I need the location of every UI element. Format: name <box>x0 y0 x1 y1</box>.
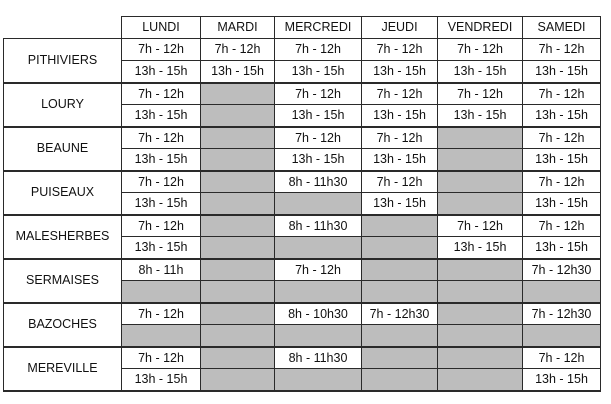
time-slot: 8h - 11h30 <box>275 171 362 193</box>
day-header: SAMEDI <box>523 17 601 39</box>
time-slot: 7h - 12h <box>122 171 201 193</box>
time-slot: 13h - 15h <box>523 61 601 83</box>
time-slot: 13h - 15h <box>275 149 362 171</box>
town-name: BEAUNE <box>4 127 122 171</box>
closed-slot <box>201 325 275 347</box>
closed-slot <box>438 149 523 171</box>
time-slot: 13h - 15h <box>362 105 438 127</box>
day-header: JEUDI <box>362 17 438 39</box>
time-slot: 13h - 15h <box>523 105 601 127</box>
closed-slot <box>438 303 523 325</box>
time-slot: 7h - 12h <box>122 347 201 369</box>
closed-slot <box>201 281 275 303</box>
closed-slot <box>362 325 438 347</box>
time-slot: 8h - 11h <box>122 259 201 281</box>
closed-slot <box>201 237 275 259</box>
time-slot: 7h - 12h <box>523 39 601 61</box>
closed-slot <box>201 83 275 105</box>
time-slot: 13h - 15h <box>523 149 601 171</box>
time-slot: 13h - 15h <box>275 61 362 83</box>
closed-slot <box>201 215 275 237</box>
time-slot: 13h - 15h <box>438 105 523 127</box>
closed-slot <box>275 193 362 215</box>
table-row <box>4 347 601 369</box>
day-header: MERCREDI <box>275 17 362 39</box>
time-slot: 7h - 12h <box>122 83 201 105</box>
closed-slot <box>122 281 201 303</box>
time-slot: 13h - 15h <box>122 193 201 215</box>
time-slot: 7h - 12h30 <box>362 303 438 325</box>
closed-slot <box>438 259 523 281</box>
time-slot: 13h - 15h <box>122 61 201 83</box>
time-slot: 13h - 15h <box>438 61 523 83</box>
closed-slot <box>438 171 523 193</box>
time-slot: 7h - 12h <box>438 83 523 105</box>
time-slot: 13h - 15h <box>362 149 438 171</box>
closed-slot <box>438 369 523 391</box>
closed-slot <box>438 281 523 303</box>
town-name: PITHIVIERS <box>4 39 122 83</box>
time-slot: 7h - 12h <box>362 171 438 193</box>
table-row <box>4 127 601 149</box>
closed-slot <box>362 237 438 259</box>
time-slot: 13h - 15h <box>438 237 523 259</box>
time-slot: 7h - 12h <box>523 215 601 237</box>
table-row <box>4 83 601 105</box>
closed-slot <box>523 281 601 303</box>
town-name: MEREVILLE <box>4 347 122 391</box>
closed-slot <box>201 193 275 215</box>
town-name: BAZOCHES <box>4 303 122 347</box>
closed-slot <box>362 281 438 303</box>
time-slot: 13h - 15h <box>122 105 201 127</box>
time-slot: 7h - 12h30 <box>523 303 601 325</box>
closed-slot <box>122 325 201 347</box>
time-slot: 7h - 12h <box>122 127 201 149</box>
schedule-body <box>4 39 601 391</box>
time-slot: 13h - 15h <box>122 237 201 259</box>
closed-slot <box>201 127 275 149</box>
closed-slot <box>275 281 362 303</box>
time-slot: 13h - 15h <box>523 193 601 215</box>
time-slot: 7h - 12h30 <box>523 259 601 281</box>
table-row <box>4 39 601 61</box>
closed-slot <box>438 193 523 215</box>
closed-slot <box>201 105 275 127</box>
table-row <box>4 171 601 193</box>
time-slot: 7h - 12h <box>201 39 275 61</box>
closed-slot <box>201 369 275 391</box>
corner-cell <box>4 17 122 39</box>
town-name: SERMAISES <box>4 259 122 303</box>
time-slot: 7h - 12h <box>438 215 523 237</box>
closed-slot <box>275 325 362 347</box>
time-slot: 7h - 12h <box>275 259 362 281</box>
day-header: MARDI <box>201 17 275 39</box>
closed-slot <box>201 171 275 193</box>
time-slot: 7h - 12h <box>122 303 201 325</box>
time-slot: 8h - 11h30 <box>275 347 362 369</box>
time-slot: 8h - 10h30 <box>275 303 362 325</box>
closed-slot <box>201 303 275 325</box>
closed-slot <box>201 149 275 171</box>
time-slot: 7h - 12h <box>122 39 201 61</box>
closed-slot <box>275 237 362 259</box>
time-slot: 13h - 15h <box>275 105 362 127</box>
time-slot: 13h - 15h <box>523 369 601 391</box>
time-slot: 7h - 12h <box>275 83 362 105</box>
time-slot: 7h - 12h <box>523 83 601 105</box>
schedule-table <box>3 16 601 392</box>
closed-slot <box>362 347 438 369</box>
time-slot: 13h - 15h <box>122 149 201 171</box>
town-name: LOURY <box>4 83 122 127</box>
time-slot: 13h - 15h <box>523 237 601 259</box>
closed-slot <box>275 369 362 391</box>
time-slot: 7h - 12h <box>122 215 201 237</box>
time-slot: 13h - 15h <box>122 369 201 391</box>
time-slot: 13h - 15h <box>201 61 275 83</box>
time-slot: 7h - 12h <box>523 347 601 369</box>
time-slot: 8h - 11h30 <box>275 215 362 237</box>
closed-slot <box>201 347 275 369</box>
time-slot: 7h - 12h <box>523 127 601 149</box>
town-name: PUISEAUX <box>4 171 122 215</box>
time-slot: 7h - 12h <box>362 83 438 105</box>
closed-slot <box>362 259 438 281</box>
table-row <box>4 259 601 281</box>
closed-slot <box>362 215 438 237</box>
town-name: MALESHERBES <box>4 215 122 259</box>
closed-slot <box>438 127 523 149</box>
day-header: LUNDI <box>122 17 201 39</box>
table-row <box>4 215 601 237</box>
time-slot: 7h - 12h <box>275 127 362 149</box>
header-row <box>4 17 601 39</box>
closed-slot <box>201 259 275 281</box>
time-slot: 7h - 12h <box>438 39 523 61</box>
time-slot: 7h - 12h <box>275 39 362 61</box>
time-slot: 13h - 15h <box>362 193 438 215</box>
closed-slot <box>523 325 601 347</box>
time-slot: 7h - 12h <box>523 171 601 193</box>
closed-slot <box>362 369 438 391</box>
time-slot: 13h - 15h <box>362 61 438 83</box>
closed-slot <box>438 325 523 347</box>
closed-slot <box>438 347 523 369</box>
day-header: VENDREDI <box>438 17 523 39</box>
time-slot: 7h - 12h <box>362 127 438 149</box>
time-slot: 7h - 12h <box>362 39 438 61</box>
table-row <box>4 303 601 325</box>
